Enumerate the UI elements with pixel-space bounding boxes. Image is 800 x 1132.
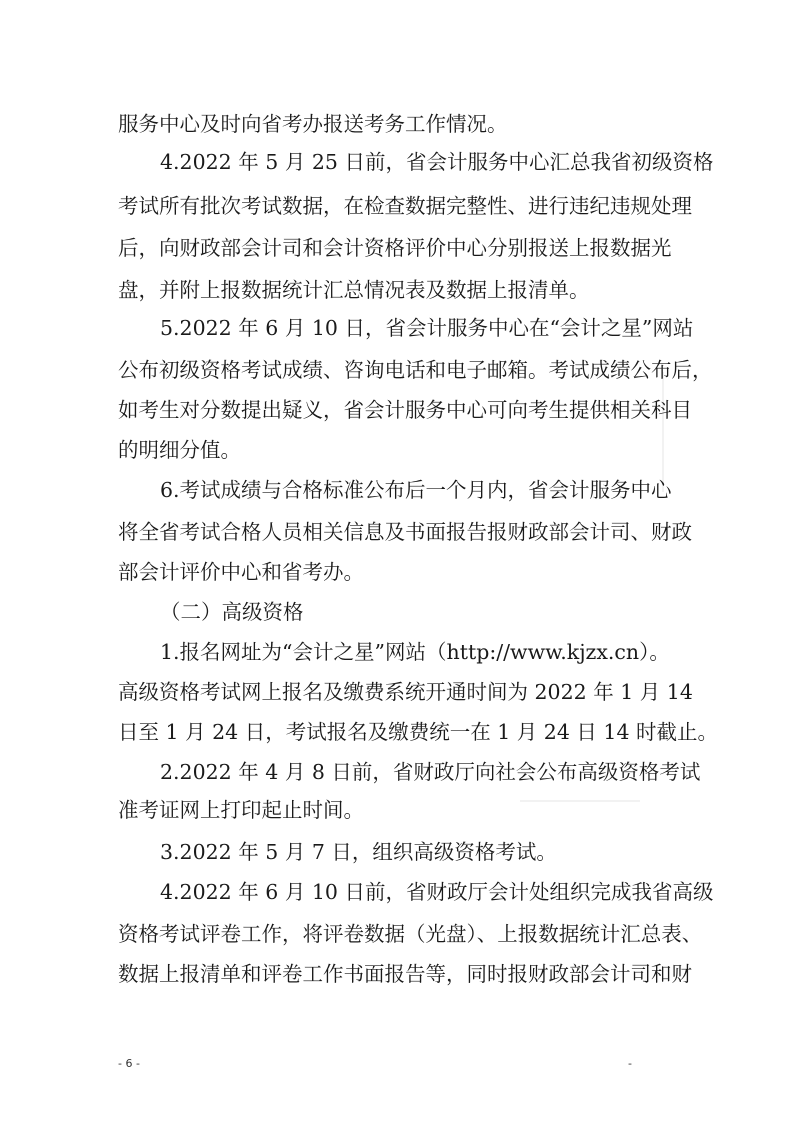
scan-artifact <box>520 800 640 802</box>
body-line-11: 将全省考试合格人员相关信息及书面报告报财政部会计司、财政 <box>118 520 692 544</box>
footer-mark: - <box>628 1057 632 1070</box>
body-line-7: 公布初级资格考试成绩、咨询电话和电子邮箱。考试成绩公布后， <box>118 358 713 382</box>
body-line-9: 的明细分值。 <box>118 438 241 462</box>
body-line-1: 服务中心及时向省考办报送考务工作情况。 <box>118 112 508 136</box>
body-line-12: 部会计评价中心和省考办。 <box>118 560 364 584</box>
body-line-21: 资格考试评卷工作，将评卷数据（光盘）、上报数据统计汇总表、 <box>118 922 703 946</box>
body-line-4: 后，向财政部会计司和会计资格评价中心分别报送上报数据光 <box>118 236 672 260</box>
body-line-14: 1.报名网址为“会计之星”网站（http://www.kjzx.cn）。 <box>160 640 670 664</box>
body-line-3: 考试所有批次考试数据，在检查数据完整性、进行违纪违规处理 <box>118 194 692 218</box>
body-line-5: 盘，并附上报数据统计汇总情况表及数据上报清单。 <box>118 278 590 302</box>
scan-artifact <box>662 372 664 492</box>
body-line-10: 6.考试成绩与合格标准公布后一个月内，省会计服务中心 <box>160 478 672 502</box>
body-line-22: 数据上报清单和评卷工作书面报告等，同时报财政部会计司和财 <box>118 962 692 986</box>
body-line-8: 如考生对分数提出疑义，省会计服务中心可向考生提供相关科目 <box>118 398 692 422</box>
body-line-15: 高级资格考试网上报名及缴费系统开通时间为 2022 年 1 月 14 <box>118 680 693 704</box>
body-line-6: 5.2022 年 6 月 10 日，省会计服务中心在“会计之星”网站 <box>160 316 694 340</box>
body-line-19: 3.2022 年 5 月 7 日，组织高级资格考试。 <box>160 840 557 864</box>
body-line-16: 日至 1 月 24 日，考试报名及缴费统一在 1 月 24 日 14 时截止。 <box>118 720 719 744</box>
body-line-18: 准考证网上打印起止时间。 <box>118 798 364 822</box>
body-line-20: 4.2022 年 6 月 10 日前，省财政厅会计处组织完成我省高级 <box>160 880 714 904</box>
body-line-2: 4.2022 年 5 月 25 日前，省会计服务中心汇总我省初级资格 <box>160 150 714 174</box>
section-heading: （二）高级资格 <box>160 600 304 624</box>
page-number: - 6 - <box>118 1057 140 1070</box>
body-line-17: 2.2022 年 4 月 8 日前，省财政厅向社会公布高级资格考试 <box>160 760 701 784</box>
